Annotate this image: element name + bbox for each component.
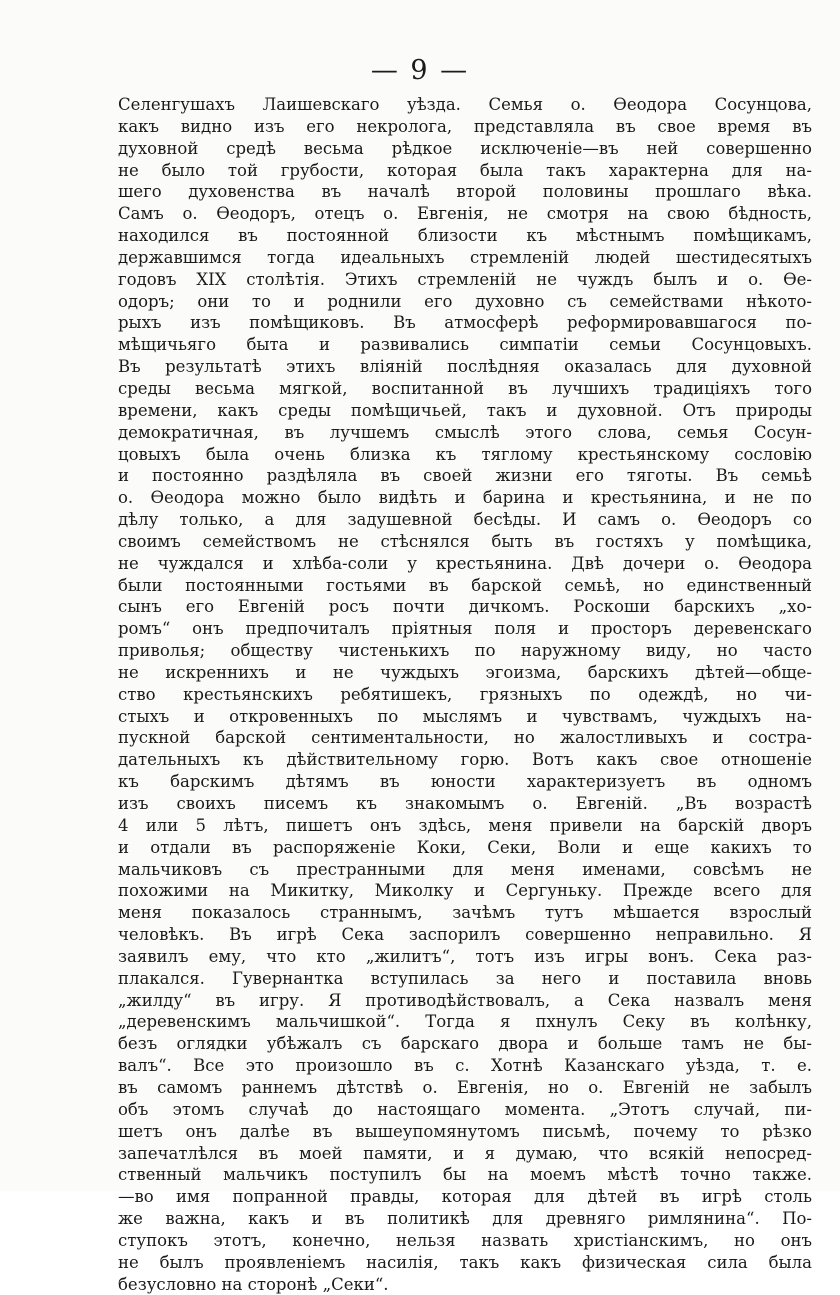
text-line: Селенгушахъ Лаишевскаго уѣзда. Семья о. Ѳеодора Сосунцова,	[118, 95, 812, 114]
text-line: не было той грубости, которая была такъ характерна для на-	[118, 160, 812, 180]
text-line: духовной средѣ весьма рѣдкое исключеніе—въ ней совершенно	[118, 138, 812, 158]
text-line: ромъ“ онъ предпочиталъ пріятныя поля и просторъ деревенскаго	[118, 619, 812, 639]
text-line: годовъ XIX столѣтія. Этихъ стремленій не чуждъ былъ и о. Ѳе-	[118, 269, 812, 289]
text-line: не былъ проявленіемъ насилія, такъ какъ физическая сила была	[118, 1252, 812, 1272]
text-line: державшимся тогда идеальныхъ стремленій людей шестидесятыхъ	[118, 247, 812, 267]
text-line: демократичная, въ лучшемъ смыслѣ этого слова, семья Сосун-	[118, 422, 812, 442]
text-line: къ барскимъ дѣтямъ въ юности характеризуетъ въ одномъ	[118, 772, 812, 792]
text-line: были постоянными гостьями въ барской семьѣ, но единственный	[118, 575, 812, 595]
text-line: объ этомъ случаѣ до настоящаго момента. „Этотъ случай, пи-	[118, 1099, 812, 1119]
text-line: сынъ его Евгеній росъ почти дичкомъ. Роскоши барскихъ „хо-	[118, 597, 812, 617]
text-line: пускной барской сентиментальности, но жалостливыхъ и состра-	[118, 728, 812, 748]
text-line: цовыхъ была очень близка къ тяглому крестьянскому сословію	[118, 444, 812, 464]
text-line: одоръ; они то и роднили его духовно съ семействами нѣкото-	[118, 291, 812, 311]
text-line: валъ“. Все это произошло въ с. Хотнѣ Казанскаго уѣзда, т. е.	[118, 1056, 812, 1076]
text-line: приволья; обществу чистенькихъ по наружному виду, но часто	[118, 641, 812, 661]
text-line: дѣлу только, а для задушевной бесѣды. И самъ о. Ѳеодоръ со	[118, 510, 812, 530]
text-line: стыхъ и откровенныхъ по мыслямъ и чувствамъ, чуждыхъ на-	[118, 706, 812, 726]
text-line: и постоянно раздѣляла въ своей жизни его тяготы. Въ семьѣ	[118, 466, 812, 486]
text-line: какъ видно изъ его некролога, представляла въ свое время въ	[118, 116, 812, 136]
text-line: запечатлѣлся въ моей памяти, и я думаю, что всякій непосред-	[118, 1143, 812, 1163]
text-line: безусловно на сторонѣ „Секи“.	[118, 1274, 389, 1294]
text-line: шетъ онъ далѣе въ вышеупомянутомъ письмѣ, почему то рѣзко	[118, 1121, 812, 1141]
text-line: Въ результатѣ этихъ вліяній послѣдняя оказалась для духовной	[118, 357, 812, 377]
text-line: „деревенскимъ мальчишкой“. Тогда я пхнулъ Секу въ колѣнку,	[118, 1012, 812, 1032]
text-line: рыхъ изъ помѣщиковъ. Въ атмосферѣ реформировавшагося по-	[118, 313, 812, 333]
text-line: похожими на Микитку, Миколку и Сергуньку. Прежде всего для	[118, 881, 812, 901]
text-line: находился въ постоянной близости къ мѣстнымъ помѣщикамъ,	[118, 226, 812, 246]
text-line: своимъ семействомъ не стѣснялся быть въ гостяхъ у помѣщика,	[118, 531, 812, 551]
text-line: и отдали въ распоряженіе Коки, Секи, Воли и еще какихъ то	[118, 837, 812, 857]
text-line: мальчиковъ съ престранными для меня именами, совсѣмъ не	[118, 859, 812, 879]
text-line: шего духовенства въ началѣ второй половины прошлаго вѣка.	[118, 182, 812, 202]
text-line: не искреннихъ и не чуждыхъ эгоизма, барскихъ дѣтей—обще-	[118, 662, 812, 682]
body-text	[118, 94, 812, 1295]
text-line: ство крестьянскихъ ребятишекъ, грязныхъ по одеждѣ, но чи-	[118, 684, 812, 704]
page-number: — 9 —	[370, 55, 470, 86]
text-line: заявилъ ему, что кто „жилитъ“, тотъ изъ игры вонъ. Сека раз-	[118, 946, 812, 966]
text-line: плакался. Гувернантка вступилась за него и поставила вновь	[118, 968, 812, 988]
text-line: Самъ о. Ѳеодоръ, отецъ о. Евгенія, не смотря на свою бѣдность,	[118, 204, 812, 224]
text-line: изъ своихъ писемъ къ знакомымъ о. Евгеній. „Въ возрастѣ	[118, 794, 812, 813]
text-line: „жилду“ въ игру. Я противодѣйствовалъ, а Сека назвалъ меня	[118, 990, 812, 1010]
text-line: ственный мальчикъ поступилъ бы на моемъ мѣстѣ точно также.	[118, 1165, 812, 1185]
text-line: въ самомъ раннемъ дѣтствѣ о. Евгенія, но о. Евгеній не забылъ	[118, 1077, 812, 1097]
text-line: дательныхъ къ дѣйствительному горю. Вотъ какъ свое отношеніе	[118, 750, 812, 770]
text-line: 4 или 5 лѣтъ, пишетъ онъ здѣсь, меня привели на барскій дворъ	[118, 815, 812, 835]
text-line: человѣкъ. Въ игрѣ Сека заспорилъ совершенно неправильно. Я	[118, 925, 812, 945]
text-line: же важна, какъ и въ политикѣ для древняго римлянина“. По-	[118, 1209, 812, 1229]
text-line: среды весьма мягкой, воспитанной въ лучшихъ традиціяхъ того	[118, 378, 812, 398]
text-line: —во имя попранной правды, которая для дѣтей въ игрѣ столь	[118, 1187, 812, 1207]
text-line: ступокъ этотъ, конечно, нельзя назвать христіанскимъ, но онъ	[118, 1230, 812, 1250]
text-line: безъ оглядки убѣжалъ съ барскаго двора и больше тамъ не бы-	[118, 1034, 812, 1054]
text-line: мѣщичьяго быта и развивались симпатіи семьи Сосунцовыхъ.	[118, 335, 812, 355]
text-line: меня показалось страннымъ, зачѣмъ тутъ мѣшается взрослый	[118, 903, 812, 923]
text-line: о. Ѳеодора можно было видѣть и барина и крестьянина, и не по	[118, 488, 812, 508]
text-line: не чуждался и хлѣба-соли у крестьянина. Двѣ дочери о. Ѳеодора	[118, 553, 812, 573]
text-line: времени, какъ среды помѣщичьей, такъ и духовной. Отъ природы	[118, 400, 812, 420]
